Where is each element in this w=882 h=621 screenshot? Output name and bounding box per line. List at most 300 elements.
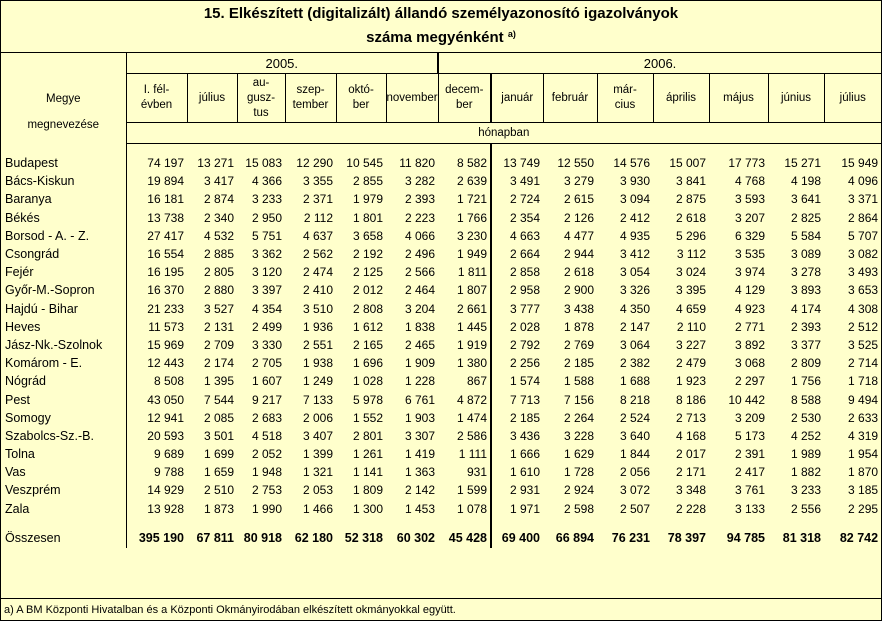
month-value-cell: 2 125 [352, 265, 383, 280]
month-value-cell: 1 949 [456, 247, 488, 262]
month-value-cell: 2 228 [675, 501, 707, 516]
month-value-cell: 2 028 [491, 318, 543, 336]
month-value-cell: 2 052 [251, 447, 282, 462]
column-header-line: tember [292, 99, 329, 111]
month-value-cell: 1 261 [352, 447, 383, 462]
month-value-cell: 12 550 [557, 156, 595, 171]
month-value-cell: 3 054 [619, 265, 651, 280]
month-value-cell: 4 366 [251, 174, 282, 189]
column-header-0 [126, 74, 187, 123]
column-header-line: május [723, 91, 754, 104]
month-value-cell: 1 399 [302, 447, 333, 462]
month-value-cell: 3 653 [848, 283, 879, 298]
half-year-total-cell: 16 181 [126, 190, 187, 208]
column-header-line: gusz- [246, 91, 276, 104]
month-value-cell: 69 400 [491, 528, 543, 548]
month-value-cell: 1 699 [203, 447, 234, 462]
half-year-total-cell: 16 195 [126, 263, 187, 281]
year-2005-header: 2005. [126, 53, 438, 74]
month-value-cell: 3 230 [456, 228, 488, 243]
month-value-cell: 3 593 [734, 192, 766, 207]
month-value-cell: 17 773 [728, 156, 766, 171]
column-header-line: tus [253, 106, 269, 119]
month-value-cell: 2 809 [790, 356, 822, 371]
month-value-cell: 1 718 [848, 374, 879, 389]
month-value-cell: 931 [466, 465, 488, 480]
half-year-total-cell: 16 370 [126, 281, 187, 299]
month-value-cell: 7 544 [203, 392, 234, 407]
month-value-cell: 1 111 [458, 447, 488, 462]
table-row [1, 354, 881, 372]
title-line-2 [1, 24, 881, 48]
month-value-cell: 2 371 [302, 192, 333, 207]
month-value-cell: 2 855 [352, 174, 383, 189]
month-value-cell: 3 930 [619, 174, 651, 189]
month-value-cell: 2 171 [675, 465, 707, 480]
month-value-cell: 2 858 [491, 263, 543, 281]
month-value-cell: 3 233 [790, 483, 822, 498]
month-value-cell: 2 012 [352, 283, 383, 298]
month-value-cell: 3 395 [675, 283, 707, 298]
month-value-cell: 1 909 [404, 356, 436, 371]
column-header-line: január [501, 91, 534, 104]
half-year-total-cell: 11 573 [126, 318, 187, 336]
month-value-cell: 2 223 [404, 210, 436, 225]
column-header-13 [824, 74, 881, 123]
month-value-cell: 2 880 [203, 283, 234, 298]
month-value-cell: 2 874 [203, 192, 234, 207]
column-header-1 [187, 74, 237, 123]
month-value-cell: 3 112 [676, 247, 707, 262]
month-value-cell: 4 308 [848, 301, 879, 316]
month-value-cell: 3 064 [619, 337, 651, 352]
month-value-cell: 1 445 [456, 319, 488, 334]
month-value-cell: 3 491 [491, 172, 543, 190]
county-column-header [1, 53, 126, 144]
table-row [1, 445, 881, 463]
month-value-cell: 4 174 [790, 301, 822, 316]
county-name: Összesen [5, 530, 61, 545]
table-row [1, 245, 881, 263]
month-value-cell: 2 586 [456, 428, 488, 443]
county-name: Szabolcs-Sz.-B. [5, 428, 94, 443]
month-value-cell: 3 089 [790, 247, 822, 262]
month-value-cell: 3 133 [734, 501, 766, 516]
unit-header: hónapban [126, 123, 881, 144]
table-row [1, 336, 881, 354]
month-value-cell: 2 524 [619, 410, 651, 425]
month-value-cell: 94 785 [726, 530, 766, 545]
county-name: Békés [5, 210, 40, 225]
month-value-cell: 1 607 [251, 374, 282, 389]
month-value-cell: 2 825 [790, 210, 822, 225]
month-value-cell: 2 885 [203, 247, 234, 262]
month-value-cell: 2 053 [302, 483, 333, 498]
month-value-cell: 2 295 [848, 501, 879, 516]
column-header-9 [597, 74, 653, 123]
month-value-cell: 4 659 [675, 301, 707, 316]
month-value-cell: 8 588 [790, 392, 822, 407]
month-value-cell: 2 417 [734, 465, 766, 480]
month-value-cell: 2 474 [302, 265, 333, 280]
county-name: Heves [5, 319, 41, 334]
month-value-cell: 7 156 [563, 392, 595, 407]
month-value-cell: 2 661 [456, 301, 488, 316]
month-value-cell: 4 168 [675, 428, 707, 443]
month-value-cell: 3 893 [790, 283, 822, 298]
month-value-cell: 2 705 [251, 356, 282, 371]
month-value-cell: 2 724 [491, 190, 543, 208]
month-value-cell: 2 382 [619, 356, 651, 371]
half-year-total-cell: 15 969 [126, 336, 187, 354]
month-value-cell: 3 510 [302, 301, 333, 316]
column-header-line: decem- [445, 84, 484, 96]
month-header-row [1, 74, 881, 123]
month-value-cell: 3 412 [619, 247, 651, 262]
month-value-cell: 12 290 [296, 156, 333, 171]
county-name: Fejér [5, 265, 34, 280]
county-name: Tolna [5, 447, 35, 462]
month-value-cell: 3 407 [302, 428, 333, 443]
half-year-total-cell: 21 233 [126, 300, 187, 318]
month-value-cell: 66 894 [555, 530, 595, 545]
half-year-total-cell: 13 928 [126, 500, 187, 518]
month-value-cell: 2 771 [734, 319, 766, 334]
county-name: Jász-Nk.-Szolnok [5, 337, 103, 352]
month-value-cell: 1 453 [404, 501, 436, 516]
total-row [1, 528, 881, 548]
month-value-cell: 15 083 [245, 156, 282, 171]
month-value-cell: 2 562 [302, 247, 333, 262]
column-header-line: szep- [296, 84, 325, 96]
column-header-line: ber [455, 99, 473, 111]
month-value-cell: 1 873 [203, 501, 234, 516]
month-value-cell: 867 [466, 374, 488, 389]
month-value-cell: 5 173 [734, 428, 766, 443]
table-row [1, 500, 881, 518]
month-value-cell: 9 217 [251, 392, 282, 407]
month-value-cell: 1 844 [619, 447, 651, 462]
month-value-cell: 1 666 [491, 445, 543, 463]
month-value-cell: 3 438 [563, 301, 595, 316]
month-value-cell: 1 721 [456, 192, 488, 207]
month-value-cell: 1 141 [352, 465, 383, 480]
month-value-cell: 3 397 [251, 283, 282, 298]
month-value-cell: 2 131 [203, 319, 234, 334]
month-value-cell: 4 252 [790, 428, 822, 443]
month-value-cell: 81 318 [782, 530, 822, 545]
table-row [1, 154, 881, 172]
county-name: Zala [5, 501, 30, 516]
month-value-cell: 2 801 [352, 428, 383, 443]
month-value-cell: 1 979 [352, 192, 383, 207]
month-value-cell: 1 948 [251, 465, 282, 480]
column-header-3 [285, 74, 336, 123]
column-header-11 [709, 74, 768, 123]
month-value-cell: 2 192 [352, 247, 383, 262]
month-value-cell: 2 639 [456, 174, 488, 189]
county-name: Komárom - E. [5, 356, 83, 371]
month-value-cell: 1 801 [352, 210, 383, 225]
table-row [1, 372, 881, 390]
half-year-total-cell: 8 508 [126, 372, 187, 390]
month-value-cell: 2 085 [203, 410, 234, 425]
month-value-cell: 9 494 [848, 392, 879, 407]
month-value-cell: 3 377 [790, 337, 822, 352]
month-value-cell: 2 147 [619, 319, 651, 334]
month-value-cell: 8 186 [675, 392, 707, 407]
month-value-cell: 3 279 [563, 174, 595, 189]
month-value-cell: 2 618 [563, 265, 595, 280]
month-value-cell: 80 918 [243, 530, 282, 545]
month-value-cell: 2 530 [790, 410, 822, 425]
table-row [1, 209, 881, 227]
month-value-cell: 3 326 [619, 283, 651, 298]
column-header-line: au- [252, 76, 270, 89]
month-value-cell: 4 532 [203, 228, 234, 243]
year-2006-header: 2006. [438, 53, 881, 74]
month-value-cell: 13 749 [491, 154, 543, 172]
table-row [1, 263, 881, 281]
month-value-cell: 1 610 [491, 463, 543, 481]
month-value-cell: 1 990 [251, 501, 282, 516]
month-value-cell: 2 174 [203, 356, 234, 371]
month-value-cell: 52 318 [344, 530, 383, 545]
month-value-cell: 2 958 [491, 281, 543, 299]
month-value-cell: 2 598 [563, 501, 595, 516]
month-value-cell: 4 198 [790, 174, 822, 189]
half-year-total-cell: 395 190 [126, 528, 187, 548]
month-value-cell: 2 618 [675, 210, 707, 225]
month-value-cell: 2 256 [491, 354, 543, 372]
month-value-cell: 6 761 [404, 392, 436, 407]
month-value-cell: 2 465 [404, 337, 436, 352]
month-value-cell: 2 931 [491, 481, 543, 499]
month-value-cell: 4 518 [251, 428, 282, 443]
month-value-cell: 1 688 [619, 374, 651, 389]
month-value-cell: 3 535 [734, 247, 766, 262]
county-name: Csongrád [5, 247, 60, 262]
month-value-cell: 3 641 [790, 192, 822, 207]
month-value-cell: 1 300 [352, 501, 383, 516]
month-value-cell: 5 584 [790, 228, 822, 243]
table-row [1, 481, 881, 499]
table-row [1, 463, 881, 481]
month-value-cell: 3 841 [675, 174, 707, 189]
column-header-12 [768, 74, 824, 123]
month-value-cell: 15 949 [841, 156, 879, 171]
month-value-cell: 2 864 [848, 210, 879, 225]
month-value-cell: 2 340 [203, 210, 234, 225]
month-value-cell: 2 264 [563, 410, 595, 425]
month-value-cell: 3 355 [302, 174, 333, 189]
month-value-cell: 2 633 [848, 410, 879, 425]
month-value-cell: 1 228 [404, 374, 436, 389]
month-value-cell: 8 218 [619, 392, 651, 407]
month-value-cell: 15 271 [784, 156, 822, 171]
month-value-cell: 1 989 [790, 447, 822, 462]
half-year-total-cell: 43 050 [126, 390, 187, 408]
month-value-cell: 3 307 [404, 428, 436, 443]
month-value-cell: 11 820 [399, 156, 436, 171]
month-value-cell: 1 629 [563, 447, 595, 462]
table-row [1, 427, 881, 445]
half-year-total-cell: 74 197 [126, 154, 187, 172]
month-value-cell: 3 282 [404, 174, 436, 189]
month-value-cell: 3 362 [251, 247, 282, 262]
column-header-7 [491, 74, 543, 123]
county-name: Pest [5, 392, 31, 407]
column-header-line: ber [352, 99, 370, 111]
county-name: Hajdú - Bihar [5, 301, 78, 316]
month-value-cell: 3 278 [790, 265, 822, 280]
month-value-cell: 3 094 [619, 192, 651, 207]
month-value-cell: 3 120 [251, 265, 282, 280]
footnote: a) A BM Központi Hivatalban és a Központi Okmányirodában elkészített okmányokkal együtt. [1, 598, 881, 620]
month-value-cell: 3 371 [848, 192, 879, 207]
column-header-line: I. fél- [143, 84, 170, 96]
month-value-cell: 1 728 [563, 465, 595, 480]
month-value-cell: 2 464 [404, 283, 436, 298]
month-value-cell: 7 713 [491, 390, 543, 408]
title-line-1: 15. Elkészített (digitalizált) állandó személyazonosító igazolványok [203, 5, 679, 22]
month-value-cell: 3 330 [251, 337, 282, 352]
column-header-line: február [551, 91, 589, 104]
month-value-cell: 2 714 [848, 356, 879, 371]
month-value-cell: 5 978 [352, 392, 383, 407]
month-value-cell: 2 924 [563, 483, 595, 498]
column-header-line: november [386, 91, 438, 104]
table-row [1, 390, 881, 408]
month-value-cell: 4 477 [563, 228, 595, 243]
half-year-total-cell: 16 554 [126, 245, 187, 263]
month-value-cell: 1 838 [404, 319, 436, 334]
county-name: Bács-Kiskun [5, 174, 75, 189]
month-value-cell: 1 923 [675, 374, 707, 389]
month-value-cell: 2 566 [404, 265, 436, 280]
month-value-cell: 1 811 [457, 265, 488, 280]
month-value-cell: 2 142 [404, 483, 436, 498]
month-value-cell: 4 354 [251, 301, 282, 316]
column-header-4 [336, 74, 386, 123]
month-value-cell: 2 792 [491, 336, 543, 354]
month-value-cell: 2 017 [675, 447, 707, 462]
month-value-cell: 4 768 [734, 174, 766, 189]
county-name: Győr-M.-Sopron [5, 283, 95, 298]
month-value-cell: 1 903 [404, 410, 436, 425]
month-value-cell: 2 709 [203, 337, 234, 352]
month-value-cell: 78 397 [667, 530, 707, 545]
month-value-cell: 67 811 [196, 530, 234, 545]
month-value-cell: 1 588 [563, 374, 595, 389]
month-value-cell: 1 971 [491, 500, 543, 518]
month-value-cell: 5 707 [848, 228, 879, 243]
month-value-cell: 1 878 [563, 319, 595, 334]
month-value-cell: 2 110 [676, 319, 707, 334]
month-value-cell: 3 082 [848, 247, 879, 262]
county-name: Baranya [5, 192, 52, 207]
half-year-total-cell: 27 417 [126, 227, 187, 245]
month-value-cell: 10 545 [346, 156, 383, 171]
month-value-cell: 62 180 [294, 530, 333, 545]
table-row [1, 318, 881, 336]
month-value-cell: 2 664 [491, 245, 543, 263]
month-value-cell: 2 808 [352, 301, 383, 316]
month-value-cell: 3 892 [734, 337, 766, 352]
county-name: Budapest [5, 156, 58, 171]
column-header-10 [653, 74, 709, 123]
month-value-cell: 2 185 [563, 356, 595, 371]
month-value-cell: 3 228 [563, 428, 595, 443]
table-body [1, 144, 881, 548]
month-value-cell: 1 696 [352, 356, 383, 371]
month-value-cell: 4 129 [734, 283, 766, 298]
month-value-cell: 2 393 [790, 319, 822, 334]
month-value-cell: 2 683 [251, 410, 282, 425]
month-value-cell: 2 006 [302, 410, 333, 425]
month-value-cell: 4 663 [491, 227, 543, 245]
month-value-cell: 1 938 [302, 356, 333, 371]
page-title [1, 3, 881, 48]
month-value-cell: 1 612 [352, 319, 383, 334]
county-header-label: Megye [45, 93, 81, 105]
half-year-total-cell: 12 941 [126, 409, 187, 427]
month-value-cell: 3 207 [734, 210, 766, 225]
month-value-cell: 4 872 [456, 392, 488, 407]
month-value-cell: 3 185 [848, 483, 879, 498]
month-value-cell: 3 640 [619, 428, 651, 443]
month-value-cell: 2 950 [251, 210, 282, 225]
month-value-cell: 3 348 [675, 483, 707, 498]
month-value-cell: 1 756 [790, 374, 822, 389]
column-header-6 [438, 74, 491, 123]
half-year-total-cell: 12 443 [126, 354, 187, 372]
column-header-line: július [839, 91, 866, 104]
month-value-cell: 2 126 [563, 210, 595, 225]
month-value-cell: 3 233 [251, 192, 282, 207]
month-value-cell: 2 900 [563, 283, 595, 298]
month-value-cell: 1 936 [302, 319, 333, 334]
month-value-cell: 3 525 [848, 337, 879, 352]
month-value-cell: 1 766 [456, 210, 488, 225]
month-value-cell: 4 935 [619, 228, 651, 243]
month-value-cell: 4 350 [619, 301, 651, 316]
month-value-cell: 2 805 [203, 265, 234, 280]
month-value-cell: 3 493 [848, 265, 879, 280]
column-header-8 [543, 74, 597, 123]
column-header-line: már- [613, 84, 637, 96]
month-value-cell: 3 501 [203, 428, 234, 443]
month-value-cell: 2 391 [734, 447, 766, 462]
month-value-cell: 8 582 [456, 156, 488, 171]
month-value-cell: 2 496 [404, 247, 436, 262]
month-value-cell: 1 474 [456, 410, 488, 425]
month-value-cell: 2 769 [563, 337, 595, 352]
month-value-cell: 7 133 [302, 392, 333, 407]
month-value-cell: 82 742 [839, 530, 879, 545]
county-header-sublabel: megnevezése [27, 119, 100, 131]
month-value-cell: 5 751 [251, 228, 282, 243]
month-value-cell: 1 321 [302, 465, 333, 480]
half-year-total-cell: 9 788 [126, 463, 187, 481]
month-value-cell: 2 753 [251, 483, 282, 498]
month-value-cell: 1 659 [203, 465, 234, 480]
county-name: Veszprém [5, 483, 61, 498]
month-value-cell: 3 209 [734, 410, 766, 425]
county-name: Nógrád [5, 374, 46, 389]
table-row [1, 281, 881, 299]
statistics-table [1, 52, 881, 548]
